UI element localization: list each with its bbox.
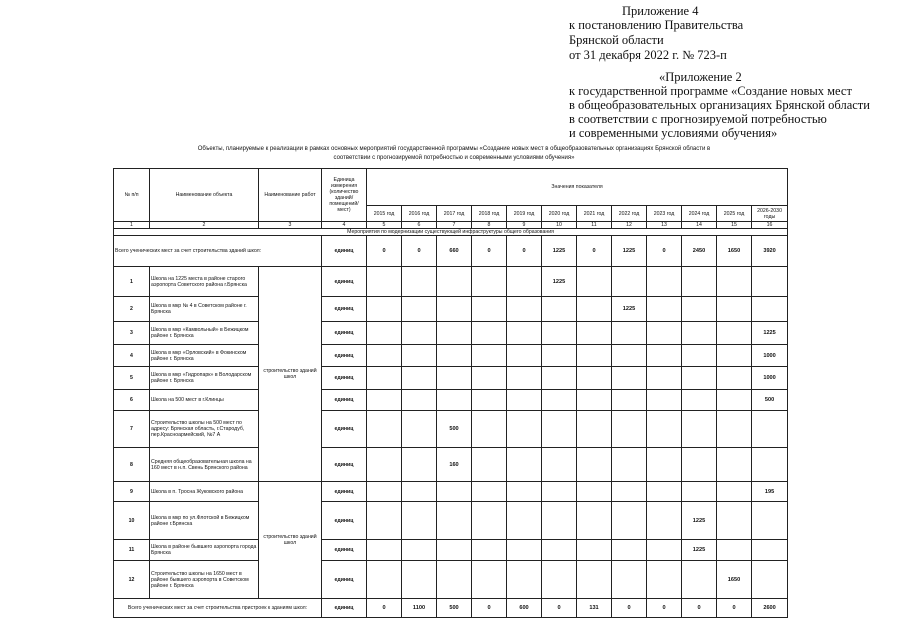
- row-value: [542, 297, 577, 322]
- row-value: [437, 561, 472, 599]
- row-value: [717, 411, 752, 448]
- header-year: 2017 год: [437, 206, 472, 222]
- row-value: [437, 267, 472, 297]
- row-unit: единиц: [322, 561, 367, 599]
- total-label: Всего ученических мест за счет строительства зданий школ:: [114, 236, 322, 267]
- row-value: [717, 345, 752, 367]
- row-value: [472, 367, 507, 390]
- row-value: [647, 411, 682, 448]
- row-value: [367, 482, 402, 502]
- row-value: [367, 561, 402, 599]
- header-unit: Единица измерения (количество зданий/помещений/мест): [322, 169, 367, 222]
- header-year: 2019 год: [507, 206, 542, 222]
- appendix-region: Брянской области: [569, 33, 664, 47]
- row-value: [647, 502, 682, 540]
- row-value: [507, 367, 542, 390]
- table-row: [114, 411, 788, 448]
- row-value: [402, 297, 437, 322]
- header-num: № п/п: [114, 169, 150, 222]
- table-caption: [116, 145, 792, 162]
- row-number: 2: [114, 297, 150, 322]
- row-value: [507, 411, 542, 448]
- objects-table: [113, 168, 788, 618]
- header-values: Значения показателя: [367, 169, 788, 206]
- row-object-name: Школа на 1225 места в районе старого аэропорта Советского района г.Брянска: [150, 267, 259, 297]
- total-unit: единиц: [322, 599, 367, 618]
- row-value: [437, 502, 472, 540]
- header-year: 2015 год: [367, 206, 402, 222]
- row-value: 1000: [752, 345, 788, 367]
- column-number: 4: [322, 222, 367, 229]
- row-value: 1650: [717, 561, 752, 599]
- row-value: 1000: [752, 367, 788, 390]
- caption-line1: Объекты, планируемые к реализации в рамках основных мероприятий государственной программы «Создание новых мест в общеобразовательных организациях Брянской области в: [197, 146, 711, 152]
- row-value: [472, 502, 507, 540]
- table-row: [114, 322, 788, 345]
- row-value: [437, 297, 472, 322]
- header-year: 2022 год: [612, 206, 647, 222]
- row-value: [542, 411, 577, 448]
- row-number: 3: [114, 322, 150, 345]
- row-value: [717, 540, 752, 561]
- row-value: [367, 390, 402, 411]
- row-unit: единиц: [322, 390, 367, 411]
- row-value: 1225: [542, 267, 577, 297]
- total-value: 0: [647, 236, 682, 267]
- row-value: [612, 345, 647, 367]
- row-value: [402, 561, 437, 599]
- row-value: [717, 448, 752, 482]
- row-value: [542, 367, 577, 390]
- row-object-name: Школа в мкр «Гидропарк» в Володарском районе г. Брянска: [150, 367, 259, 390]
- row-value: [507, 502, 542, 540]
- column-number: 11: [577, 222, 612, 229]
- total-value: 1225: [542, 236, 577, 267]
- row-unit: единиц: [322, 540, 367, 561]
- total-value: 2600: [752, 599, 788, 618]
- row-value: [682, 448, 717, 482]
- total-value: 0: [507, 236, 542, 267]
- table-row: [114, 482, 788, 502]
- row-value: [367, 367, 402, 390]
- row-number: 1: [114, 267, 150, 297]
- total-value: 0: [367, 236, 402, 267]
- row-value: [612, 561, 647, 599]
- caption-line2: соответствии с прогнозируемой потребностью и современными условиями обучения»: [333, 154, 575, 161]
- row-value: [367, 448, 402, 482]
- table-row: [114, 561, 788, 599]
- row-value: [437, 345, 472, 367]
- table-row: [114, 267, 788, 297]
- column-number: 15: [717, 222, 752, 229]
- row-value: [542, 540, 577, 561]
- total-row: [114, 599, 788, 618]
- header-year: 2024 год: [682, 206, 717, 222]
- total-value: 0: [682, 599, 717, 618]
- row-value: [647, 297, 682, 322]
- row-value: [472, 482, 507, 502]
- row-object-name: Строительство школы на 500 мест по адресу: Брянская область, г.Стародуб, пер.Красноармейский, №7 А: [150, 411, 259, 448]
- header-year: 2025 год: [717, 206, 752, 222]
- appendix-date: от 31 декабря 2022 г. № 723-п: [569, 48, 727, 62]
- total-value: 600: [507, 599, 542, 618]
- row-number: 8: [114, 448, 150, 482]
- row-value: [437, 367, 472, 390]
- row-value: [612, 322, 647, 345]
- row-value: [472, 322, 507, 345]
- row-object-name: Школа на 500 мест в г.Клинцы: [150, 390, 259, 411]
- total-value: 1225: [612, 236, 647, 267]
- total-value: 0: [612, 599, 647, 618]
- row-value: [437, 540, 472, 561]
- column-number: 2: [150, 222, 259, 229]
- row-value: [612, 540, 647, 561]
- row-value: [612, 267, 647, 297]
- column-number: 5: [367, 222, 402, 229]
- row-value: [682, 267, 717, 297]
- row-object-name: Средняя общеобразовательная школа на 160 мест в н.п. Свень Брянского района: [150, 448, 259, 482]
- program-line3: в соответствии с прогнозируемой потребностью: [569, 112, 827, 126]
- row-value: [717, 367, 752, 390]
- row-object-name: Строительство школы на 1650 мест в районе бывшего аэропорта в Советском районе г. Брянска: [150, 561, 259, 599]
- total-value: 0: [472, 599, 507, 618]
- row-value: [682, 482, 717, 502]
- row-value: [402, 367, 437, 390]
- row-value: [472, 411, 507, 448]
- header-name: Наименование объекта: [150, 169, 259, 222]
- row-value: [402, 482, 437, 502]
- row-value: [682, 345, 717, 367]
- row-value: [472, 390, 507, 411]
- row-value: [402, 411, 437, 448]
- row-value: [717, 502, 752, 540]
- row-value: [577, 390, 612, 411]
- total-value: 131: [577, 599, 612, 618]
- row-value: [402, 267, 437, 297]
- row-value: [367, 297, 402, 322]
- row-value: [752, 297, 788, 322]
- row-value: [717, 390, 752, 411]
- row-value: [402, 345, 437, 367]
- row-value: [367, 411, 402, 448]
- row-unit: единиц: [322, 297, 367, 322]
- row-value: [752, 540, 788, 561]
- row-value: [472, 345, 507, 367]
- row-value: [717, 297, 752, 322]
- header-year: 2020 год: [542, 206, 577, 222]
- row-value: [367, 345, 402, 367]
- appendix2-title: «Приложение 2: [659, 70, 742, 84]
- program-line4: и современными условиями обучения»: [569, 126, 778, 140]
- row-value: [577, 322, 612, 345]
- row-value: [577, 482, 612, 502]
- row-value: [647, 267, 682, 297]
- row-unit: единиц: [322, 322, 367, 345]
- total-value: 0: [647, 599, 682, 618]
- table-row: [114, 390, 788, 411]
- row-unit: единиц: [322, 482, 367, 502]
- row-value: [752, 448, 788, 482]
- total-row: [114, 236, 788, 267]
- column-number: 10: [542, 222, 577, 229]
- row-value: [437, 322, 472, 345]
- row-value: [682, 390, 717, 411]
- row-value: [682, 411, 717, 448]
- header-year: 2026-2030 годы: [752, 206, 788, 222]
- row-unit: единиц: [322, 502, 367, 540]
- row-value: [542, 448, 577, 482]
- table-row: [114, 540, 788, 561]
- row-number: 5: [114, 367, 150, 390]
- row-object-name: Школа в мкр № 4 в Советском районе г. Брянска: [150, 297, 259, 322]
- program-line1: к государственной программе «Создание новых мест: [569, 84, 852, 98]
- row-value: [402, 540, 437, 561]
- row-unit: единиц: [322, 367, 367, 390]
- column-number: 12: [612, 222, 647, 229]
- row-value: [507, 448, 542, 482]
- total-value: 0: [472, 236, 507, 267]
- row-value: 195: [752, 482, 788, 502]
- row-object-name: Школа в мкр «Камвольный» в Бежицком районе г. Брянска: [150, 322, 259, 345]
- row-value: [367, 267, 402, 297]
- row-value: [612, 390, 647, 411]
- row-value: [682, 297, 717, 322]
- total-value: 660: [437, 236, 472, 267]
- column-number: 1: [114, 222, 150, 229]
- row-value: [507, 267, 542, 297]
- row-number: 9: [114, 482, 150, 502]
- row-number: 7: [114, 411, 150, 448]
- row-value: [577, 367, 612, 390]
- row-value: [717, 267, 752, 297]
- row-value: [682, 561, 717, 599]
- row-value: [647, 322, 682, 345]
- row-value: [507, 390, 542, 411]
- row-value: [472, 540, 507, 561]
- row-value: 500: [437, 411, 472, 448]
- row-value: [437, 482, 472, 502]
- total-value: 2450: [682, 236, 717, 267]
- row-value: [472, 297, 507, 322]
- section-title: Мероприятия по модернизации существующей инфраструктуры общего образования: [114, 229, 788, 236]
- header-year: 2016 год: [402, 206, 437, 222]
- row-value: [472, 448, 507, 482]
- row-value: [577, 345, 612, 367]
- total-label: Всего ученических мест за счет строительства пристроек к зданиям школ:: [114, 599, 322, 618]
- row-value: 1225: [682, 502, 717, 540]
- row-value: [647, 390, 682, 411]
- row-number: 12: [114, 561, 150, 599]
- row-unit: единиц: [322, 267, 367, 297]
- header-year: 2023 год: [647, 206, 682, 222]
- row-work-type: строительство зданий школ: [259, 267, 322, 482]
- total-value: 0: [717, 599, 752, 618]
- row-value: [577, 411, 612, 448]
- row-value: [507, 561, 542, 599]
- row-value: [577, 561, 612, 599]
- row-value: [577, 267, 612, 297]
- row-value: 1225: [682, 540, 717, 561]
- row-value: [542, 561, 577, 599]
- row-value: [647, 367, 682, 390]
- column-number: 6: [402, 222, 437, 229]
- total-unit: единиц: [322, 236, 367, 267]
- row-number: 10: [114, 502, 150, 540]
- header-year: 2018 год: [472, 206, 507, 222]
- row-value: [472, 561, 507, 599]
- row-unit: единиц: [322, 448, 367, 482]
- row-value: [752, 502, 788, 540]
- row-value: [367, 322, 402, 345]
- appendix-decree: к постановлению Правительства: [569, 18, 744, 32]
- column-number: 9: [507, 222, 542, 229]
- row-value: [507, 345, 542, 367]
- row-value: [647, 345, 682, 367]
- total-value: 1650: [717, 236, 752, 267]
- row-value: [402, 448, 437, 482]
- row-object-name: Школа в мкр «Орловский» в Фокинском районе г. Брянска: [150, 345, 259, 367]
- row-value: [647, 448, 682, 482]
- row-value: [542, 482, 577, 502]
- row-value: [437, 390, 472, 411]
- row-value: [402, 322, 437, 345]
- row-value: 500: [752, 390, 788, 411]
- row-number: 4: [114, 345, 150, 367]
- row-value: [507, 540, 542, 561]
- section-row: [114, 229, 788, 236]
- row-number: 6: [114, 390, 150, 411]
- total-value: 0: [577, 236, 612, 267]
- table-row: [114, 345, 788, 367]
- column-number: 16: [752, 222, 788, 229]
- column-number: 3: [259, 222, 322, 229]
- row-value: [542, 345, 577, 367]
- total-value: 500: [437, 599, 472, 618]
- row-value: 1225: [612, 297, 647, 322]
- row-value: [612, 367, 647, 390]
- row-value: [647, 561, 682, 599]
- row-value: [717, 322, 752, 345]
- row-value: [577, 540, 612, 561]
- row-unit: единиц: [322, 345, 367, 367]
- row-value: [542, 322, 577, 345]
- row-value: [367, 502, 402, 540]
- column-number: 8: [472, 222, 507, 229]
- row-value: [472, 267, 507, 297]
- table-row: [114, 297, 788, 322]
- row-value: [752, 267, 788, 297]
- row-value: [752, 411, 788, 448]
- row-value: [542, 502, 577, 540]
- row-value: [717, 482, 752, 502]
- table-row: [114, 367, 788, 390]
- table-row: [114, 448, 788, 482]
- row-value: [402, 502, 437, 540]
- total-value: 3920: [752, 236, 788, 267]
- row-value: [577, 448, 612, 482]
- total-value: 1100: [402, 599, 437, 618]
- program-line2: в общеобразовательных организациях Брянской области: [569, 98, 870, 112]
- column-number: 13: [647, 222, 682, 229]
- row-value: [682, 367, 717, 390]
- row-value: [647, 482, 682, 502]
- row-value: [612, 411, 647, 448]
- row-value: [402, 390, 437, 411]
- row-object-name: Школа в районе бывшего аэропорта города Брянска: [150, 540, 259, 561]
- header-work: Наименование работ: [259, 169, 322, 222]
- row-value: [612, 448, 647, 482]
- row-value: [612, 502, 647, 540]
- table-row: [114, 502, 788, 540]
- header-year: 2021 год: [577, 206, 612, 222]
- row-value: [507, 322, 542, 345]
- row-value: [647, 540, 682, 561]
- total-value: 0: [402, 236, 437, 267]
- row-value: [507, 482, 542, 502]
- appendix-title: Приложение 4: [622, 4, 699, 18]
- column-number: 7: [437, 222, 472, 229]
- row-value: [367, 540, 402, 561]
- row-value: [612, 482, 647, 502]
- total-value: 0: [367, 599, 402, 618]
- row-work-type: строительство зданий школ: [259, 482, 322, 599]
- row-value: 1225: [752, 322, 788, 345]
- row-value: [542, 390, 577, 411]
- column-number: 14: [682, 222, 717, 229]
- row-unit: единиц: [322, 411, 367, 448]
- total-value: 0: [542, 599, 577, 618]
- row-value: [682, 322, 717, 345]
- row-value: [507, 297, 542, 322]
- row-object-name: Школа в п. Тросна Жуковского района: [150, 482, 259, 502]
- row-object-name: Школа в мкр по ул.Флотской в Бежицком районе г.Брянска: [150, 502, 259, 540]
- row-number: 11: [114, 540, 150, 561]
- row-value: [577, 297, 612, 322]
- row-value: 160: [437, 448, 472, 482]
- row-value: [752, 561, 788, 599]
- row-value: [577, 502, 612, 540]
